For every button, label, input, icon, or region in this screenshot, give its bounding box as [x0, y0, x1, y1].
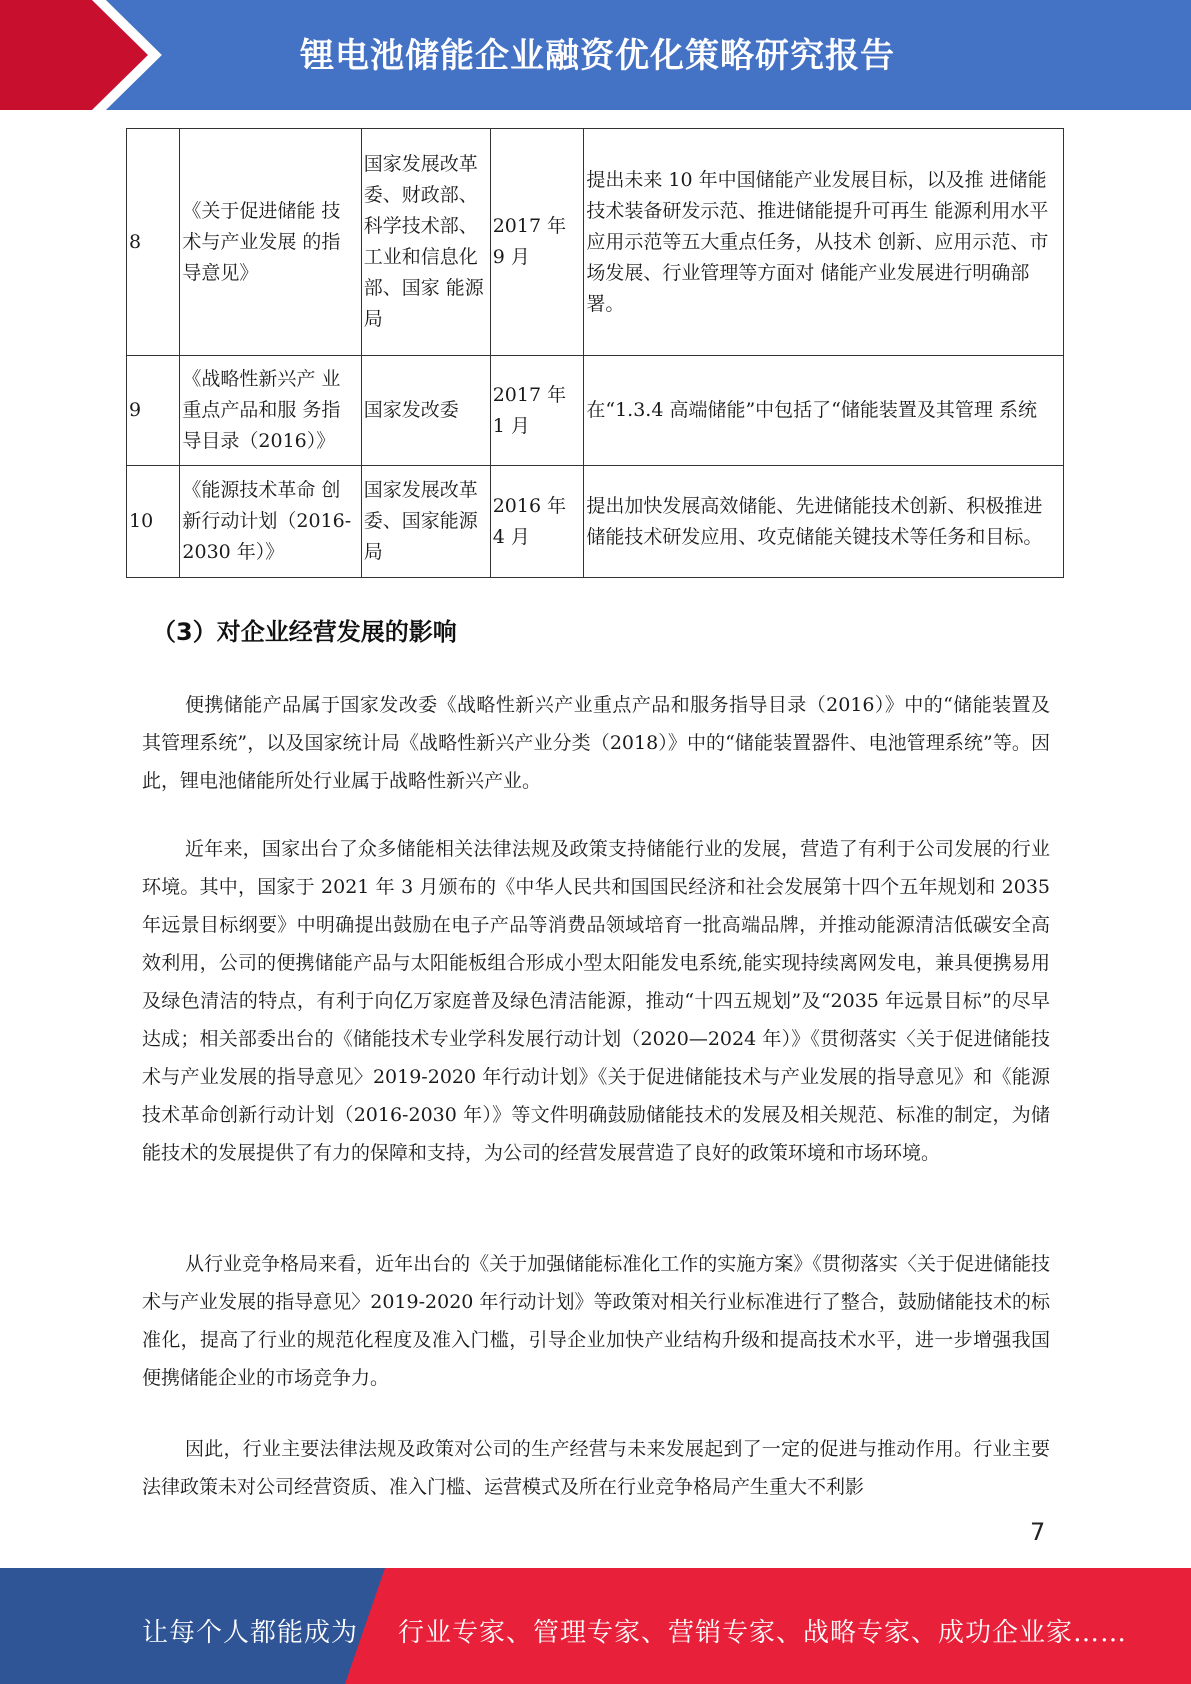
- issuing-department: 国家发展改革委、国家能源局: [361, 466, 490, 578]
- body-paragraph: 近年来，国家出台了众多储能相关法律法规及政策支持储能行业的发展，营造了有利于公司发展的行业环境。其中，国家于 2021 年 3 月颁布的《中华人民共和国国民经济和社会发展第十四个五年规划和 2035 年远景目标纲要》中明确提出鼓励在电子产品等消费品领域培育一批高端品牌，并推动能源清洁低碳安全高效利用，公司的便携储能产品与太阳能板组合形成小型太阳能发电系统,能实现持续离网发电，兼具便携易用及绿色清洁的特点，有利于向亿万家庭普及绿色清洁能源，推动“十四五规划”及“2035 年远景目标”的尽早达成；相关部委出台的《储能技术专业学科发展行动计划（2020—2024 年）》《贯彻落实〈关于促进储能技术与产业发展的指导意见〉2019-2020 年行动计划》《关于促进储能技术与产业发展的指导意见》和《能源技术革命创新行动计划（2016-2030 年）》等文件明确鼓励储能技术的发展及相关规范、标准的制定，为储能技术的发展提供了有力的保障和支持，为公司的经营发展营造了良好的政策环境和市场环境。: [142, 838, 1050, 1164]
- body-paragraph: 从行业竞争格局来看，近年出台的《关于加强储能标准化工作的实施方案》《贯彻落实〈关于促进储能技术与产业发展的指导意见〉2019-2020 年行动计划》等政策对相关行业标准进行了整合，鼓励储能技术的标准化，提高了行业的规范化程度及准入门槛，引导企业加快产业结构升级和提高技术水平，进一步增强我国便携储能企业的市场竞争力。: [142, 1253, 1050, 1389]
- page-number: 7: [1030, 1518, 1046, 1546]
- row-number: 9: [127, 356, 180, 466]
- policy-name: 《关于促进储能 技术与产业发展 的指导意见》: [180, 129, 361, 356]
- issue-date: 2017 年 9 月: [490, 129, 584, 356]
- table-row: [127, 356, 1064, 466]
- table-row: [127, 466, 1064, 578]
- row-number: 10: [127, 466, 180, 578]
- section-heading: （3）对企业经营发展的影响: [152, 618, 457, 646]
- policy-content: 提出加快发展高效储能、先进储能技术创新、积极推进储能技术研发应用、攻克储能关键技术等任务和目标。: [584, 466, 1064, 578]
- policy-content: 在“1.3.4 高端储能”中包括了“储能装置及其管理 系统: [584, 356, 1064, 466]
- issue-date: 2016 年 4 月: [490, 466, 584, 578]
- policy-table: [126, 128, 1064, 578]
- footer-slogan-right: 行业专家、管理专家、营销专家、战略专家、成功企业家……: [398, 1618, 1128, 1648]
- row-number: 8: [127, 129, 180, 356]
- issuing-department: 国家发展改革委、财政部、科学技术部、工业和信息化部、国家 能源局: [361, 129, 490, 356]
- report-title: 锂电池储能企业融资优化策略研究报告: [300, 36, 895, 76]
- issue-date: 2017 年 1 月: [490, 356, 584, 466]
- issuing-department: 国家发改委: [361, 356, 490, 466]
- policy-content: 提出未来 10 年中国储能产业发展目标，以及推 进储能技术装备研发示范、推进储能提升可再生 能源利用水平应用示范等五大重点任务，从技术 创新、应用示范、市场发展、行业管理等方面对 储能产业发展进行明确部署。: [584, 129, 1064, 356]
- table-row: [127, 129, 1064, 356]
- footer-slogan-left: 让每个人都能成为: [142, 1618, 359, 1648]
- page-header: [0, 0, 1191, 110]
- policy-name: 《战略性新兴产 业重点产品和服 务指导目录（2016）》: [180, 356, 361, 466]
- policy-name: 《能源技术革命 创新行动计划（2016-2030 年）》: [180, 466, 361, 578]
- body-paragraph: 便携储能产品属于国家发改委《战略性新兴产业重点产品和服务指导目录（2016）》中的“储能装置及其管理系统”，以及国家统计局《战略性新兴产业分类（2018）》中的“储能装置器件、电池管理系统”等。因此，锂电池储能所处行业属于战略性新兴产业。: [142, 694, 1050, 792]
- body-paragraph: 因此，行业主要法律法规及政策对公司的生产经营与未来发展起到了一定的促进与推动作用。行业主要法律政策未对公司经营资质、准入门槛、运营模式及所在行业竞争格局产生重大不利影: [142, 1438, 1050, 1498]
